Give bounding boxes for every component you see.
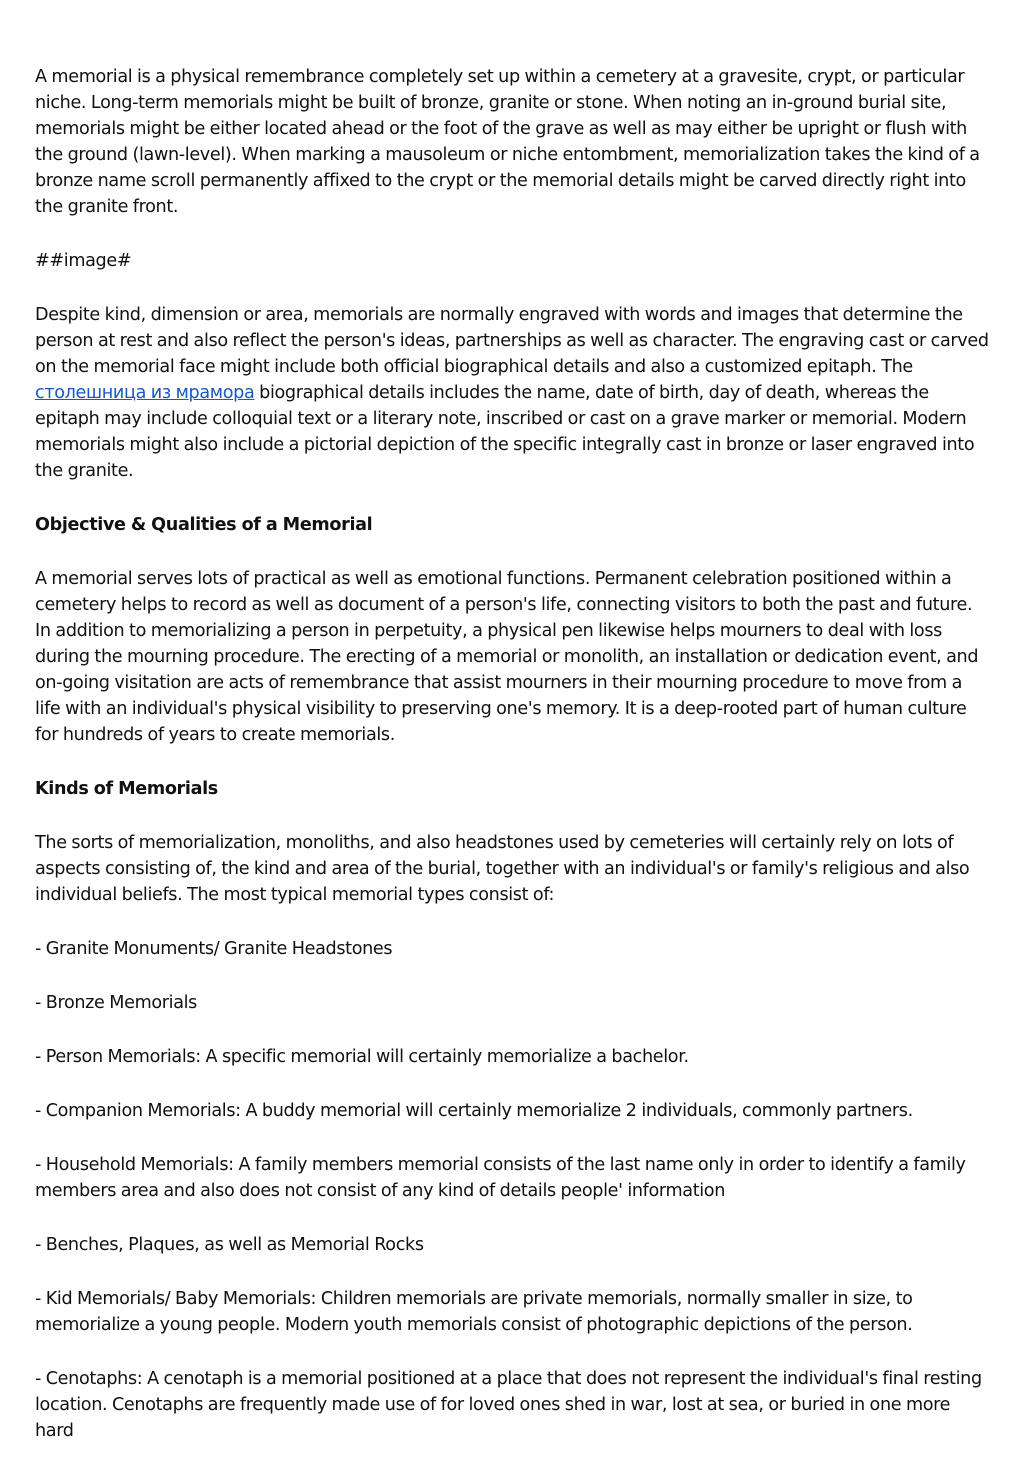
types-intro-paragraph: The sorts of memorialization, monoliths, and also headstones used by cemeteries will certainly rely on lots of aspects consisting of, the kind and area of the burial, together with an individual's or family's religious and also individual beliefs. The most typical memorial types consist of: <box>35 833 970 905</box>
article-body <box>35 64 991 1472</box>
list-item-granite: - Granite Monuments/ Granite Headstones <box>35 939 393 959</box>
list-item-cenotaphs: - Cenotaphs: A cenotaph is a memorial positioned at a place that does not represent the individual's final resting location. Cenotaphs are frequently made use of for loved ones shed in war, lost at sea, or buried in one more hard <box>35 1369 982 1441</box>
section-heading-objective: Objective & Qualities of a Memorial <box>35 515 373 535</box>
list-item-benches: - Benches, Plaques, as well as Memorial Rocks <box>35 1235 424 1255</box>
list-item-person: - Person Memorials: A specific memorial will certainly memorialize a bachelor. <box>35 1047 689 1067</box>
image-placeholder-text: ##image# <box>35 251 132 271</box>
list-item-bronze: - Bronze Memorials <box>35 993 197 1013</box>
engraving-text-before-link: Despite kind, dimension or area, memorials are normally engraved with words and images that determine the person at rest and also reflect the person's ideas, partnerships as well as character. The engraving cast or carved on the memorial face might include both official biographical details and also a customized epitaph. The <box>35 305 989 377</box>
list-item-companion: - Companion Memorials: A buddy memorial will certainly memorialize 2 individuals, commonly partners. <box>35 1101 913 1121</box>
engraving-text-after-link: biographical details includes the name, date of birth, day of death, whereas the epitaph may include colloquial text or a literary note, inscribed or cast on a grave marker or memorial. Modern memorials might also include a pictorial depiction of the specific integrally cast in bronze or laser engraved into the granite. <box>35 383 975 481</box>
functions-paragraph: A memorial serves lots of practical as well as emotional functions. Permanent celebration positioned within a cemetery helps to record as well as document of a person's life, connecting visitors to both the past and future. In addition to memorializing a person in perpetuity, a physical pen likewise helps mourners to deal with loss during the mourning procedure. The erecting of a memorial or monolith, an installation or dedication event, and on-going visitation are acts of remembrance that assist mourners in their mourning procedure to move from a life with an individual's physical visibility to preserving one's memory. It is a deep-rooted part of human culture for hundreds of years to create memorials. <box>35 569 979 745</box>
section-heading-kinds: Kinds of Memorials <box>35 779 218 799</box>
list-item-kid: - Kid Memorials/ Baby Memorials: Children memorials are private memorials, normally smaller in size, to memorialize a young people. Modern youth memorials consist of photographic depictions of the person. <box>35 1289 913 1335</box>
intro-paragraph: A memorial is a physical remembrance completely set up within a cemetery at a gravesite, crypt, or particular niche. Long-term memorials might be built of bronze, granite or stone. When noting an in-ground burial site, memorials might be either located ahead or the foot of the grave as well as may either be upright or flush with the ground (lawn-level). When marking a mausoleum or niche entombment, memorialization takes the kind of a bronze name scroll permanently affixed to the crypt or the memorial details might be carved directly right into the granite front. <box>35 67 980 217</box>
marble-countertop-link[interactable]: столешница из мрамора <box>35 383 255 403</box>
engraving-paragraph <box>35 302 991 484</box>
list-item-household: - Household Memorials: A family members memorial consists of the last name only in order to identify a family members area and also does not consist of any kind of details people' information <box>35 1155 966 1201</box>
